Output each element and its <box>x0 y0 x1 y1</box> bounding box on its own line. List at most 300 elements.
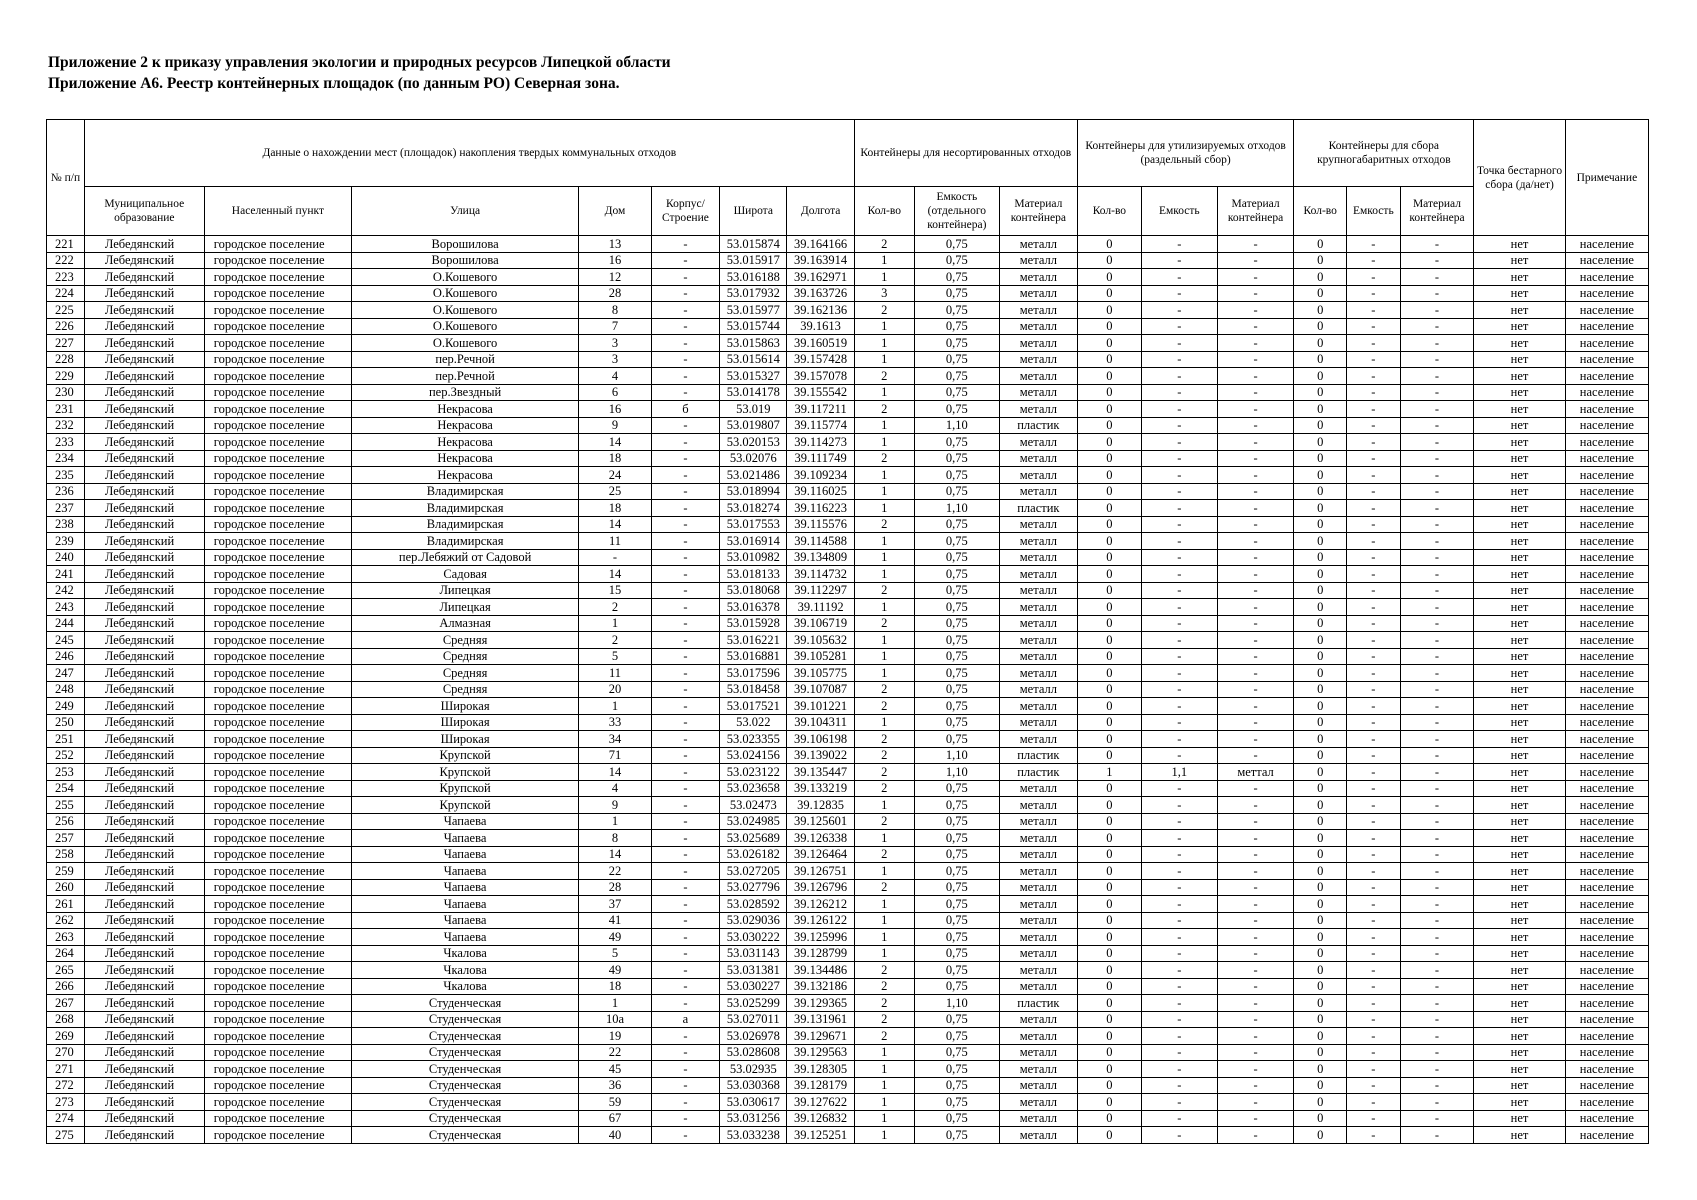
cell-bulky-capacity: - <box>1347 467 1401 484</box>
cell-bulky-material: - <box>1400 236 1474 253</box>
cell-house: 2 <box>579 632 652 649</box>
cell-unsorted-count: 2 <box>854 582 914 599</box>
cell-bulky-count: 0 <box>1294 401 1347 418</box>
cell-point: нет <box>1474 401 1566 418</box>
cell-unsorted-count: 1 <box>854 714 914 731</box>
cell-street: Некрасова <box>352 467 579 484</box>
cell-street: Широкая <box>352 714 579 731</box>
cell-longitude: 39.114588 <box>787 533 854 550</box>
cell-longitude: 39.131961 <box>787 1011 854 1028</box>
cell-street: Студенческая <box>352 1110 579 1127</box>
cell-recyclable-count: 0 <box>1077 500 1141 517</box>
cell-row-num: 221 <box>47 236 85 253</box>
cell-house: 59 <box>579 1094 652 1111</box>
cell-unsorted-capacity: 0,75 <box>914 846 999 863</box>
cell-unsorted-capacity: 0,75 <box>914 896 999 913</box>
cell-unsorted-capacity: 0,75 <box>914 450 999 467</box>
cell-bulky-capacity: - <box>1347 351 1401 368</box>
cell-note: население <box>1565 566 1648 583</box>
cell-building: - <box>651 681 719 698</box>
cell-bulky-count: 0 <box>1294 384 1347 401</box>
cell-street: Чкалова <box>352 962 579 979</box>
cell-unsorted-count: 1 <box>854 417 914 434</box>
cell-recyclable-material: - <box>1217 978 1294 995</box>
table-row <box>47 846 1649 863</box>
cell-recyclable-material: - <box>1217 912 1294 929</box>
table-row <box>47 731 1649 748</box>
cell-bulky-material: - <box>1400 351 1474 368</box>
cell-unsorted-count: 2 <box>854 731 914 748</box>
cell-street: О.Кошевого <box>352 269 579 286</box>
cell-recyclable-count: 0 <box>1077 1061 1141 1078</box>
cell-municipality: Лебедянский <box>84 351 204 368</box>
cell-municipality: Лебедянский <box>84 599 204 616</box>
cell-recyclable-capacity: - <box>1141 302 1217 319</box>
cell-recyclable-count: 0 <box>1077 747 1141 764</box>
cell-unsorted-material: металл <box>999 599 1077 616</box>
cell-bulky-material: - <box>1400 879 1474 896</box>
cell-bulky-count: 0 <box>1294 896 1347 913</box>
cell-bulky-count: 0 <box>1294 549 1347 566</box>
cell-bulky-count: 0 <box>1294 467 1347 484</box>
cell-point: нет <box>1474 566 1566 583</box>
cell-row-num: 251 <box>47 731 85 748</box>
cell-recyclable-material: - <box>1217 731 1294 748</box>
cell-municipality: Лебедянский <box>84 450 204 467</box>
cell-note: население <box>1565 665 1648 682</box>
cell-building: - <box>651 962 719 979</box>
cell-unsorted-material: металл <box>999 302 1077 319</box>
cell-municipality: Лебедянский <box>84 1077 204 1094</box>
cell-municipality: Лебедянский <box>84 335 204 352</box>
cell-point: нет <box>1474 549 1566 566</box>
cell-house: 1 <box>579 615 652 632</box>
cell-settlement: городское поселение <box>204 731 351 748</box>
cell-bulky-capacity: - <box>1347 236 1401 253</box>
cell-latitude: 53.016221 <box>720 632 787 649</box>
table-row <box>47 648 1649 665</box>
cell-note: население <box>1565 681 1648 698</box>
cell-street: Чапаева <box>352 912 579 929</box>
cell-building: - <box>651 417 719 434</box>
cell-row-num: 250 <box>47 714 85 731</box>
cell-house: 49 <box>579 962 652 979</box>
cell-unsorted-capacity: 0,75 <box>914 1044 999 1061</box>
cell-bulky-capacity: - <box>1347 1061 1401 1078</box>
cell-longitude: 39.126796 <box>787 879 854 896</box>
cell-house: 18 <box>579 500 652 517</box>
table-row <box>47 351 1649 368</box>
cell-longitude: 39.125601 <box>787 813 854 830</box>
cell-unsorted-material: металл <box>999 1011 1077 1028</box>
header-bulky-capacity: Емкость <box>1347 187 1401 236</box>
cell-bulky-capacity: - <box>1347 483 1401 500</box>
cell-latitude: 53.027796 <box>720 879 787 896</box>
cell-row-num: 237 <box>47 500 85 517</box>
cell-unsorted-count: 2 <box>854 698 914 715</box>
cell-note: население <box>1565 401 1648 418</box>
cell-building: - <box>651 1077 719 1094</box>
cell-unsorted-material: металл <box>999 401 1077 418</box>
cell-municipality: Лебедянский <box>84 467 204 484</box>
cell-recyclable-capacity: - <box>1141 467 1217 484</box>
header-recyclable-material: Материал контейнера <box>1217 187 1294 236</box>
cell-bulky-count: 0 <box>1294 846 1347 863</box>
cell-recyclable-count: 0 <box>1077 318 1141 335</box>
cell-bulky-material: - <box>1400 599 1474 616</box>
cell-street: Студенческая <box>352 1011 579 1028</box>
cell-bulky-material: - <box>1400 863 1474 880</box>
cell-note: население <box>1565 1011 1648 1028</box>
cell-unsorted-count: 2 <box>854 516 914 533</box>
cell-point: нет <box>1474 252 1566 269</box>
cell-bulky-capacity: - <box>1347 450 1401 467</box>
cell-unsorted-capacity: 0,75 <box>914 269 999 286</box>
cell-point: нет <box>1474 747 1566 764</box>
cell-house: 49 <box>579 929 652 946</box>
cell-street: Крупской <box>352 764 579 781</box>
cell-building: - <box>651 615 719 632</box>
cell-note: население <box>1565 549 1648 566</box>
cell-longitude: 39.125996 <box>787 929 854 946</box>
cell-recyclable-material: - <box>1217 582 1294 599</box>
cell-bulky-count: 0 <box>1294 335 1347 352</box>
cell-recyclable-count: 0 <box>1077 1028 1141 1045</box>
cell-unsorted-material: металл <box>999 1044 1077 1061</box>
cell-street: Чапаева <box>352 813 579 830</box>
cell-latitude: 53.023122 <box>720 764 787 781</box>
cell-note: население <box>1565 236 1648 253</box>
table-row <box>47 962 1649 979</box>
cell-unsorted-material: пластик <box>999 500 1077 517</box>
cell-house: 40 <box>579 1127 652 1144</box>
cell-point: нет <box>1474 879 1566 896</box>
cell-recyclable-capacity: - <box>1141 1110 1217 1127</box>
cell-recyclable-count: 0 <box>1077 681 1141 698</box>
title-line-2: Приложение А6. Реестр контейнерных площадок (по данным РО) Северная зона. <box>48 75 620 92</box>
cell-recyclable-capacity: - <box>1141 731 1217 748</box>
header-unsorted-capacity: Емкость (отдельного контейнера) <box>914 187 999 236</box>
cell-bulky-material: - <box>1400 549 1474 566</box>
cell-recyclable-count: 0 <box>1077 995 1141 1012</box>
cell-recyclable-count: 0 <box>1077 302 1141 319</box>
cell-house: 7 <box>579 318 652 335</box>
cell-point: нет <box>1474 945 1566 962</box>
cell-recyclable-count: 0 <box>1077 1094 1141 1111</box>
cell-unsorted-material: металл <box>999 780 1077 797</box>
cell-unsorted-material: пластик <box>999 764 1077 781</box>
cell-note: население <box>1565 467 1648 484</box>
cell-recyclable-material: - <box>1217 516 1294 533</box>
cell-bulky-material: - <box>1400 797 1474 814</box>
cell-bulky-count: 0 <box>1294 599 1347 616</box>
cell-unsorted-capacity: 0,75 <box>914 797 999 814</box>
cell-point: нет <box>1474 599 1566 616</box>
cell-point: нет <box>1474 830 1566 847</box>
cell-building: - <box>651 896 719 913</box>
cell-recyclable-material: - <box>1217 1127 1294 1144</box>
cell-bulky-capacity: - <box>1347 566 1401 583</box>
cell-recyclable-material: - <box>1217 632 1294 649</box>
cell-bulky-material: - <box>1400 285 1474 302</box>
cell-row-num: 245 <box>47 632 85 649</box>
cell-row-num: 227 <box>47 335 85 352</box>
cell-unsorted-material: металл <box>999 450 1077 467</box>
cell-unsorted-material: металл <box>999 384 1077 401</box>
cell-longitude: 39.126122 <box>787 912 854 929</box>
cell-row-num: 272 <box>47 1077 85 1094</box>
cell-settlement: городское поселение <box>204 962 351 979</box>
cell-latitude: 53.016914 <box>720 533 787 550</box>
cell-recyclable-capacity: - <box>1141 648 1217 665</box>
cell-bulky-count: 0 <box>1294 1127 1347 1144</box>
cell-bulky-material: - <box>1400 1061 1474 1078</box>
cell-building: - <box>651 879 719 896</box>
cell-street: Крупской <box>352 797 579 814</box>
cell-note: население <box>1565 714 1648 731</box>
cell-unsorted-material: металл <box>999 962 1077 979</box>
cell-bulky-capacity: - <box>1347 962 1401 979</box>
cell-recyclable-count: 0 <box>1077 533 1141 550</box>
cell-bulky-count: 0 <box>1294 681 1347 698</box>
cell-unsorted-count: 1 <box>854 599 914 616</box>
cell-recyclable-capacity: - <box>1141 533 1217 550</box>
cell-unsorted-capacity: 0,75 <box>914 1077 999 1094</box>
cell-bulky-capacity: - <box>1347 945 1401 962</box>
cell-recyclable-capacity: - <box>1141 879 1217 896</box>
cell-unsorted-count: 1 <box>854 830 914 847</box>
table-row <box>47 978 1649 995</box>
cell-recyclable-count: 0 <box>1077 945 1141 962</box>
table-row <box>47 797 1649 814</box>
cell-building: - <box>651 1044 719 1061</box>
cell-bulky-capacity: - <box>1347 896 1401 913</box>
cell-street: Студенческая <box>352 1028 579 1045</box>
table-row <box>47 681 1649 698</box>
cell-latitude: 53.015327 <box>720 368 787 385</box>
cell-note: население <box>1565 747 1648 764</box>
cell-building: - <box>651 236 719 253</box>
cell-street: Владимирская <box>352 533 579 550</box>
cell-recyclable-capacity: - <box>1141 401 1217 418</box>
cell-bulky-capacity: - <box>1347 681 1401 698</box>
cell-bulky-material: - <box>1400 764 1474 781</box>
cell-settlement: городское поселение <box>204 368 351 385</box>
cell-unsorted-capacity: 0,75 <box>914 1061 999 1078</box>
cell-street: Средняя <box>352 681 579 698</box>
cell-row-num: 256 <box>47 813 85 830</box>
cell-recyclable-capacity: - <box>1141 698 1217 715</box>
cell-longitude: 39.106719 <box>787 615 854 632</box>
cell-row-num: 264 <box>47 945 85 962</box>
cell-row-num: 271 <box>47 1061 85 1078</box>
cell-unsorted-count: 2 <box>854 813 914 830</box>
cell-longitude: 39.163726 <box>787 285 854 302</box>
cell-recyclable-capacity: - <box>1141 962 1217 979</box>
cell-unsorted-capacity: 0,75 <box>914 665 999 682</box>
cell-bulky-count: 0 <box>1294 665 1347 682</box>
cell-note: население <box>1565 368 1648 385</box>
cell-unsorted-material: металл <box>999 318 1077 335</box>
cell-note: население <box>1565 335 1648 352</box>
cell-recyclable-count: 0 <box>1077 368 1141 385</box>
cell-point: нет <box>1474 863 1566 880</box>
cell-recyclable-capacity: - <box>1141 1061 1217 1078</box>
cell-house: 8 <box>579 302 652 319</box>
cell-recyclable-count: 0 <box>1077 434 1141 451</box>
cell-unsorted-count: 1 <box>854 384 914 401</box>
table-row <box>47 335 1649 352</box>
cell-recyclable-capacity: - <box>1141 566 1217 583</box>
cell-unsorted-count: 2 <box>854 879 914 896</box>
cell-recyclable-capacity: - <box>1141 1077 1217 1094</box>
cell-bulky-count: 0 <box>1294 731 1347 748</box>
cell-latitude: 53.015744 <box>720 318 787 335</box>
cell-bulky-count: 0 <box>1294 879 1347 896</box>
cell-settlement: городское поселение <box>204 945 351 962</box>
cell-settlement: городское поселение <box>204 698 351 715</box>
cell-point: нет <box>1474 417 1566 434</box>
cell-recyclable-material: - <box>1217 830 1294 847</box>
cell-street: Алмазная <box>352 615 579 632</box>
cell-building: - <box>651 632 719 649</box>
table-header <box>47 120 1649 236</box>
cell-recyclable-count: 0 <box>1077 351 1141 368</box>
cell-row-num: 226 <box>47 318 85 335</box>
table-row <box>47 467 1649 484</box>
cell-row-num: 235 <box>47 467 85 484</box>
cell-bulky-capacity: - <box>1347 401 1401 418</box>
cell-unsorted-capacity: 0,75 <box>914 318 999 335</box>
cell-unsorted-count: 2 <box>854 1011 914 1028</box>
cell-latitude: 53.031381 <box>720 962 787 979</box>
cell-recyclable-count: 0 <box>1077 879 1141 896</box>
cell-house: 1 <box>579 995 652 1012</box>
cell-house: 28 <box>579 879 652 896</box>
cell-longitude: 39.129365 <box>787 995 854 1012</box>
cell-latitude: 53.030227 <box>720 978 787 995</box>
cell-recyclable-material: - <box>1217 1077 1294 1094</box>
cell-longitude: 39.164166 <box>787 236 854 253</box>
cell-recyclable-capacity: - <box>1141 599 1217 616</box>
cell-settlement: городское поселение <box>204 533 351 550</box>
cell-bulky-count: 0 <box>1294 285 1347 302</box>
cell-note: население <box>1565 318 1648 335</box>
cell-building: - <box>651 830 719 847</box>
cell-building: - <box>651 368 719 385</box>
cell-settlement: городское поселение <box>204 797 351 814</box>
header-recyclable-capacity: Емкость <box>1141 187 1217 236</box>
cell-municipality: Лебедянский <box>84 615 204 632</box>
cell-bulky-capacity: - <box>1347 1094 1401 1111</box>
cell-bulky-material: - <box>1400 896 1474 913</box>
cell-street: О.Кошевого <box>352 335 579 352</box>
cell-unsorted-count: 1 <box>854 252 914 269</box>
header-recyclable-group: Контейнеры для утилизируемых отходов (раздельный сбор) <box>1077 120 1294 187</box>
cell-settlement: городское поселение <box>204 747 351 764</box>
cell-unsorted-capacity: 0,75 <box>914 1094 999 1111</box>
cell-street: Некрасова <box>352 450 579 467</box>
cell-settlement: городское поселение <box>204 665 351 682</box>
cell-recyclable-material: - <box>1217 747 1294 764</box>
cell-recyclable-capacity: - <box>1141 830 1217 847</box>
cell-note: население <box>1565 434 1648 451</box>
cell-recyclable-capacity: - <box>1141 714 1217 731</box>
cell-house: - <box>579 549 652 566</box>
cell-bulky-material: - <box>1400 962 1474 979</box>
cell-unsorted-count: 2 <box>854 368 914 385</box>
cell-longitude: 39.127622 <box>787 1094 854 1111</box>
cell-latitude: 53.016881 <box>720 648 787 665</box>
cell-bulky-count: 0 <box>1294 236 1347 253</box>
cell-bulky-material: - <box>1400 434 1474 451</box>
cell-note: население <box>1565 533 1648 550</box>
cell-recyclable-material: - <box>1217 780 1294 797</box>
cell-recyclable-material: - <box>1217 995 1294 1012</box>
cell-row-num: 236 <box>47 483 85 500</box>
cell-longitude: 39.107087 <box>787 681 854 698</box>
cell-bulky-material: - <box>1400 1094 1474 1111</box>
cell-building: - <box>651 813 719 830</box>
cell-longitude: 39.129671 <box>787 1028 854 1045</box>
cell-bulky-material: - <box>1400 533 1474 550</box>
header-bulky-material: Материал контейнера <box>1400 187 1474 236</box>
cell-bulky-capacity: - <box>1347 648 1401 665</box>
cell-longitude: 39.12835 <box>787 797 854 814</box>
cell-point: нет <box>1474 1044 1566 1061</box>
header-longitude: Долгота <box>787 187 854 236</box>
cell-note: население <box>1565 1110 1648 1127</box>
cell-row-num: 239 <box>47 533 85 550</box>
cell-municipality: Лебедянский <box>84 1094 204 1111</box>
cell-unsorted-count: 2 <box>854 780 914 797</box>
cell-recyclable-material: - <box>1217 863 1294 880</box>
cell-unsorted-count: 1 <box>854 863 914 880</box>
cell-recyclable-material: - <box>1217 945 1294 962</box>
cell-unsorted-capacity: 0,75 <box>914 302 999 319</box>
cell-note: население <box>1565 500 1648 517</box>
cell-unsorted-capacity: 0,75 <box>914 698 999 715</box>
cell-longitude: 39.126338 <box>787 830 854 847</box>
cell-building: - <box>651 335 719 352</box>
cell-settlement: городское поселение <box>204 285 351 302</box>
cell-building: - <box>651 1127 719 1144</box>
cell-recyclable-capacity: - <box>1141 483 1217 500</box>
cell-recyclable-capacity: - <box>1141 450 1217 467</box>
cell-row-num: 244 <box>47 615 85 632</box>
cell-unsorted-material: металл <box>999 1061 1077 1078</box>
cell-bulky-material: - <box>1400 566 1474 583</box>
cell-house: 71 <box>579 747 652 764</box>
cell-settlement: городское поселение <box>204 632 351 649</box>
cell-settlement: городское поселение <box>204 318 351 335</box>
cell-settlement: городское поселение <box>204 1028 351 1045</box>
cell-longitude: 39.116025 <box>787 483 854 500</box>
cell-unsorted-capacity: 0,75 <box>914 1127 999 1144</box>
cell-house: 14 <box>579 846 652 863</box>
cell-recyclable-capacity: - <box>1141 747 1217 764</box>
cell-note: население <box>1565 1077 1648 1094</box>
cell-unsorted-capacity: 0,75 <box>914 401 999 418</box>
cell-municipality: Лебедянский <box>84 698 204 715</box>
cell-bulky-capacity: - <box>1347 1077 1401 1094</box>
cell-building: - <box>651 1094 719 1111</box>
cell-latitude: 53.018068 <box>720 582 787 599</box>
table-row <box>47 764 1649 781</box>
cell-recyclable-capacity: - <box>1141 632 1217 649</box>
cell-unsorted-material: металл <box>999 945 1077 962</box>
cell-street: Студенческая <box>352 1127 579 1144</box>
